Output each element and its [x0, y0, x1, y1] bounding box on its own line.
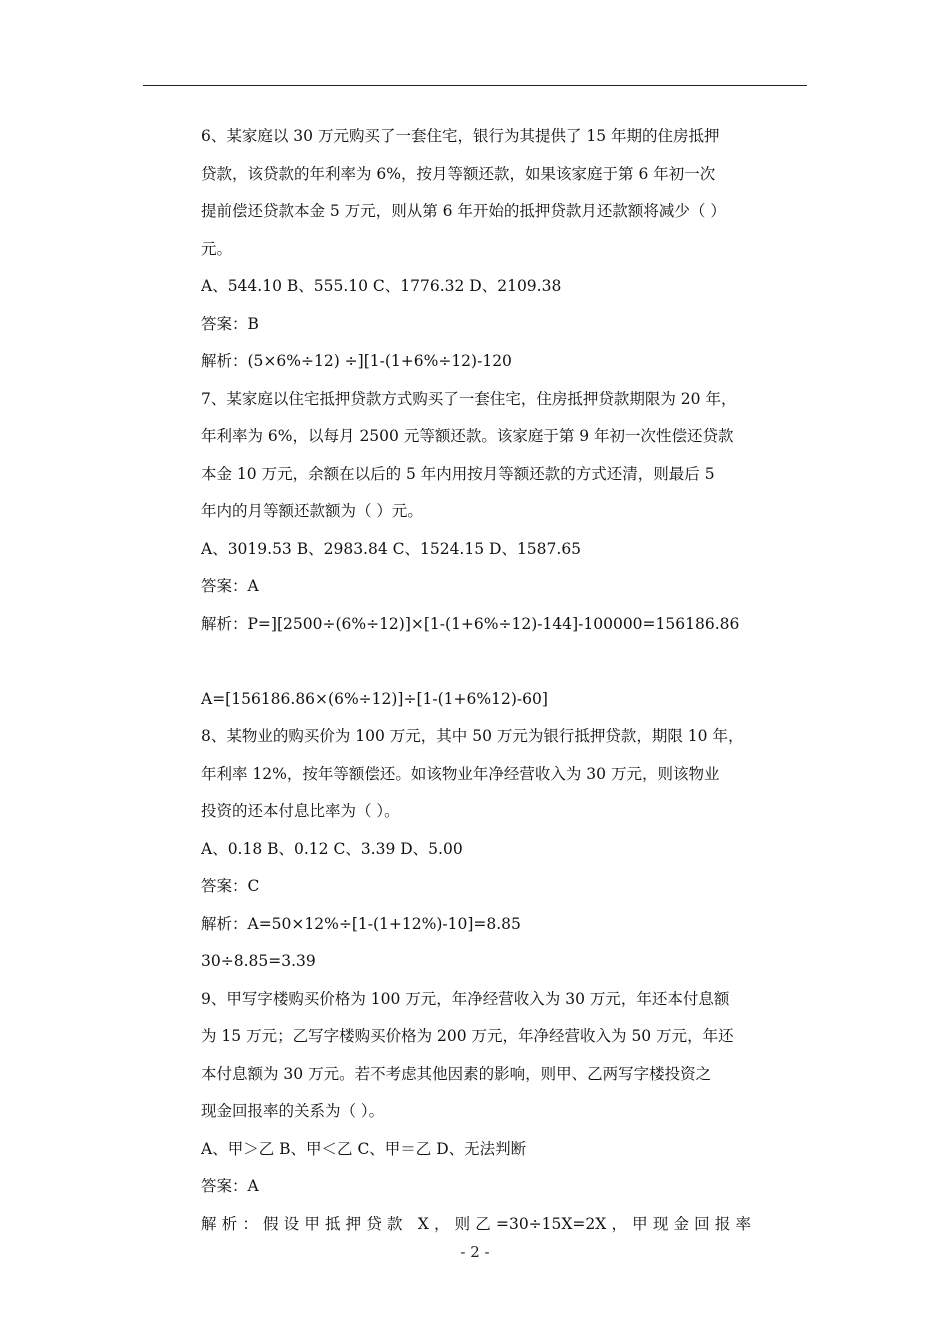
q8-line-3: 投资的还本付息比率为（ ）。	[201, 802, 400, 820]
q9-line-2: 为 15 万元；乙写字楼购买价格为 200 万元，年净经营收入为 50 万元，年还	[201, 1027, 734, 1045]
q7-line-4: 年内的月等额还款额为（ ）元。	[201, 502, 423, 520]
q8-line-2: 年利率 12%，按年等额偿还。如该物业年净经营收入为 30 万元，则该物业	[201, 764, 720, 783]
blank-line	[201, 643, 751, 681]
q7-explanation-1: 解析：P=][2500÷(6%÷12)]×[1-(1+6%÷12)-144]-100000=156186.86	[201, 614, 740, 633]
document-body	[201, 118, 751, 1243]
q9-options: A、甲＞乙 B、甲＜乙 C、甲＝乙 D、无法判断	[201, 1139, 527, 1158]
q8-line-1: 8、某物业的购买价为 100 万元，其中 50 万元为银行抵押贷款，期限 10 年，	[201, 727, 744, 745]
q8-explanation-1: 解析：A=50×12%÷[1-(1+12%)-10]=8.85	[201, 914, 521, 933]
header-rule	[143, 85, 807, 86]
q6-line-3: 提前偿还贷款本金 5 万元，则从第 6 年开始的抵押贷款月还款额将减少（ ）	[201, 202, 726, 220]
q6-line-2: 贷款，该贷款的年利率为 6%，按月等额还款，如果该家庭于第 6 年初一次	[201, 164, 716, 183]
q9-line-3: 本付息额为 30 万元。若不考虑其他因素的影响，则甲、乙两写字楼投资之	[201, 1064, 712, 1083]
q7-line-3: 本金 10 万元，余额在以后的 5 年内用按月等额还款的方式还清，则最后 5	[201, 464, 715, 483]
q9-line-1: 9、甲写字楼购买价格为 100 万元，年净经营收入为 30 万元，年还本付息额	[201, 989, 730, 1008]
q7-answer: 答案：A	[201, 577, 259, 595]
q9-answer: 答案：A	[201, 1177, 259, 1195]
q6-line-4: 元。	[201, 239, 233, 258]
q7-line-1: 7、某家庭以住宅抵押贷款方式购买了一套住宅，住房抵押贷款期限为 20 年，	[201, 389, 737, 408]
q8-options: A、0.18 B、0.12 C、3.39 D、5.00	[201, 839, 463, 858]
q6-answer: 答案：B	[201, 314, 259, 333]
q7-line-2: 年利率为 6%，以每月 2500 元等额还款。该家庭于第 9 年初一次性偿还贷款	[201, 427, 734, 445]
q6-explanation: 解析：(5×6%÷12) ÷][1-(1+6%÷12)-120	[201, 352, 512, 370]
q6-options: A、544.10 B、555.10 C、1776.32 D、2109.38	[201, 277, 562, 295]
q9-line-4: 现金回报率的关系为（ ）。	[201, 1102, 385, 1120]
q9-explanation: 解析：假设甲抵押贷款 X，则乙=30÷15X=2X，甲现金回报率	[201, 1214, 751, 1233]
q7-options: A、3019.53 B、2983.84 C、1524.15 D、1587.65	[201, 539, 582, 558]
page-number: - 2 -	[460, 1243, 490, 1261]
q7-explanation-2: A=[156186.86×(6%÷12)]÷[1-(1+6%12)-60]	[201, 689, 548, 708]
q8-answer: 答案：C	[201, 877, 260, 895]
q6-line-1: 6、某家庭以 30 万元购买了一套住宅，银行为其提供了 15 年期的住房抵押	[201, 127, 720, 145]
q8-explanation-2: 30÷8.85=3.39	[201, 952, 316, 970]
